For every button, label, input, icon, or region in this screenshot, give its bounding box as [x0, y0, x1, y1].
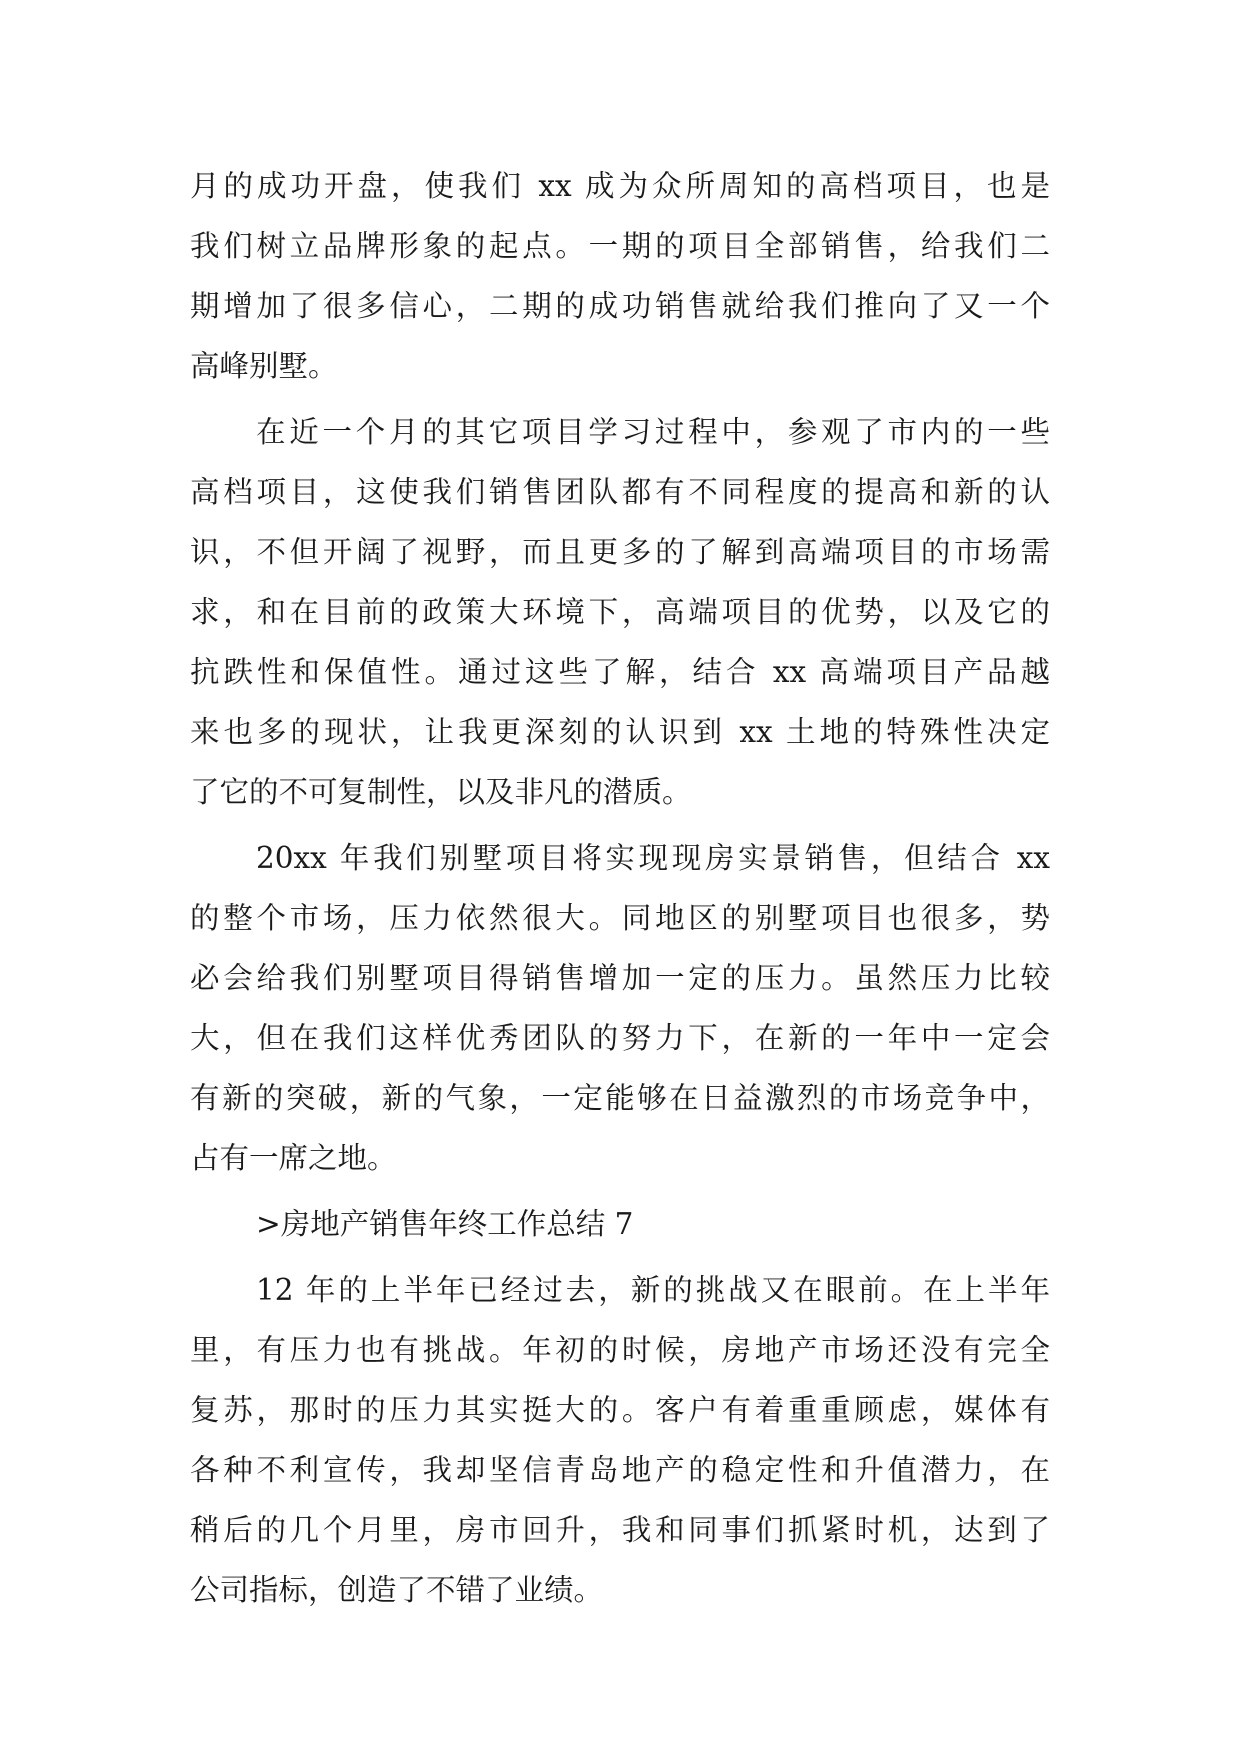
- document-body: [190, 156, 1050, 1620]
- paragraph: [190, 402, 1050, 822]
- text-line: 有新的突破，新的气象，一定能够在日益激烈的市场竞争中，: [190, 1081, 1050, 1115]
- text-line: 抗跌性和保值性。通过这些了解，结合 xx 高端项目产品越: [190, 655, 1050, 689]
- text-line: 高档项目，这使我们销售团队都有不同程度的提高和新的认: [190, 475, 1050, 509]
- text-line: 占有一席之地。: [190, 1141, 397, 1175]
- text-line: 公司指标，创造了不错了业绩。: [190, 1573, 604, 1607]
- section-heading: [190, 1194, 1050, 1254]
- text-line: 20xx 年我们别墅项目将实现现房实景销售，但结合 xx: [256, 841, 1050, 875]
- text-line: 来也多的现状，让我更深刻的认识到 xx 土地的特殊性决定: [190, 715, 1050, 749]
- text-line: 12 年的上半年已经过去，新的挑战又在眼前。在上半年: [256, 1273, 1050, 1307]
- paragraph: [190, 828, 1050, 1188]
- text-line: 里，有压力也有挑战。年初的时候，房地产市场还没有完全: [190, 1333, 1050, 1367]
- text-line: 在近一个月的其它项目学习过程中，参观了市内的一些: [256, 415, 1050, 449]
- paragraph: [190, 156, 1050, 396]
- text-line: 月的成功开盘，使我们 xx 成为众所周知的高档项目，也是: [190, 169, 1050, 203]
- text-line: 各种不利宣传，我却坚信青岛地产的稳定性和升值潜力，在: [190, 1453, 1050, 1487]
- text-line: 稍后的几个月里，房市回升，我和同事们抓紧时机，达到了: [190, 1513, 1050, 1547]
- text-line: 了它的不可复制性，以及非凡的潜质。: [190, 775, 692, 809]
- heading-text: >房地产销售年终工作总结 7: [256, 1207, 634, 1241]
- text-line: 高峰别墅。: [190, 349, 338, 383]
- text-line: 我们树立品牌形象的起点。一期的项目全部销售，给我们二: [190, 229, 1050, 263]
- text-line: 必会给我们别墅项目得销售增加一定的压力。虽然压力比较: [190, 961, 1050, 995]
- text-line: 复苏，那时的压力其实挺大的。客户有着重重顾虑，媒体有: [190, 1393, 1050, 1427]
- paragraph: [190, 1260, 1050, 1620]
- text-line: 的整个市场，压力依然很大。同地区的别墅项目也很多，势: [190, 901, 1050, 935]
- text-line: 期增加了很多信心，二期的成功销售就给我们推向了又一个: [190, 289, 1050, 323]
- text-line: 求，和在目前的政策大环境下，高端项目的优势，以及它的: [190, 595, 1050, 629]
- text-line: 识，不但开阔了视野，而且更多的了解到高端项目的市场需: [190, 535, 1050, 569]
- text-line: 大，但在我们这样优秀团队的努力下，在新的一年中一定会: [190, 1021, 1050, 1055]
